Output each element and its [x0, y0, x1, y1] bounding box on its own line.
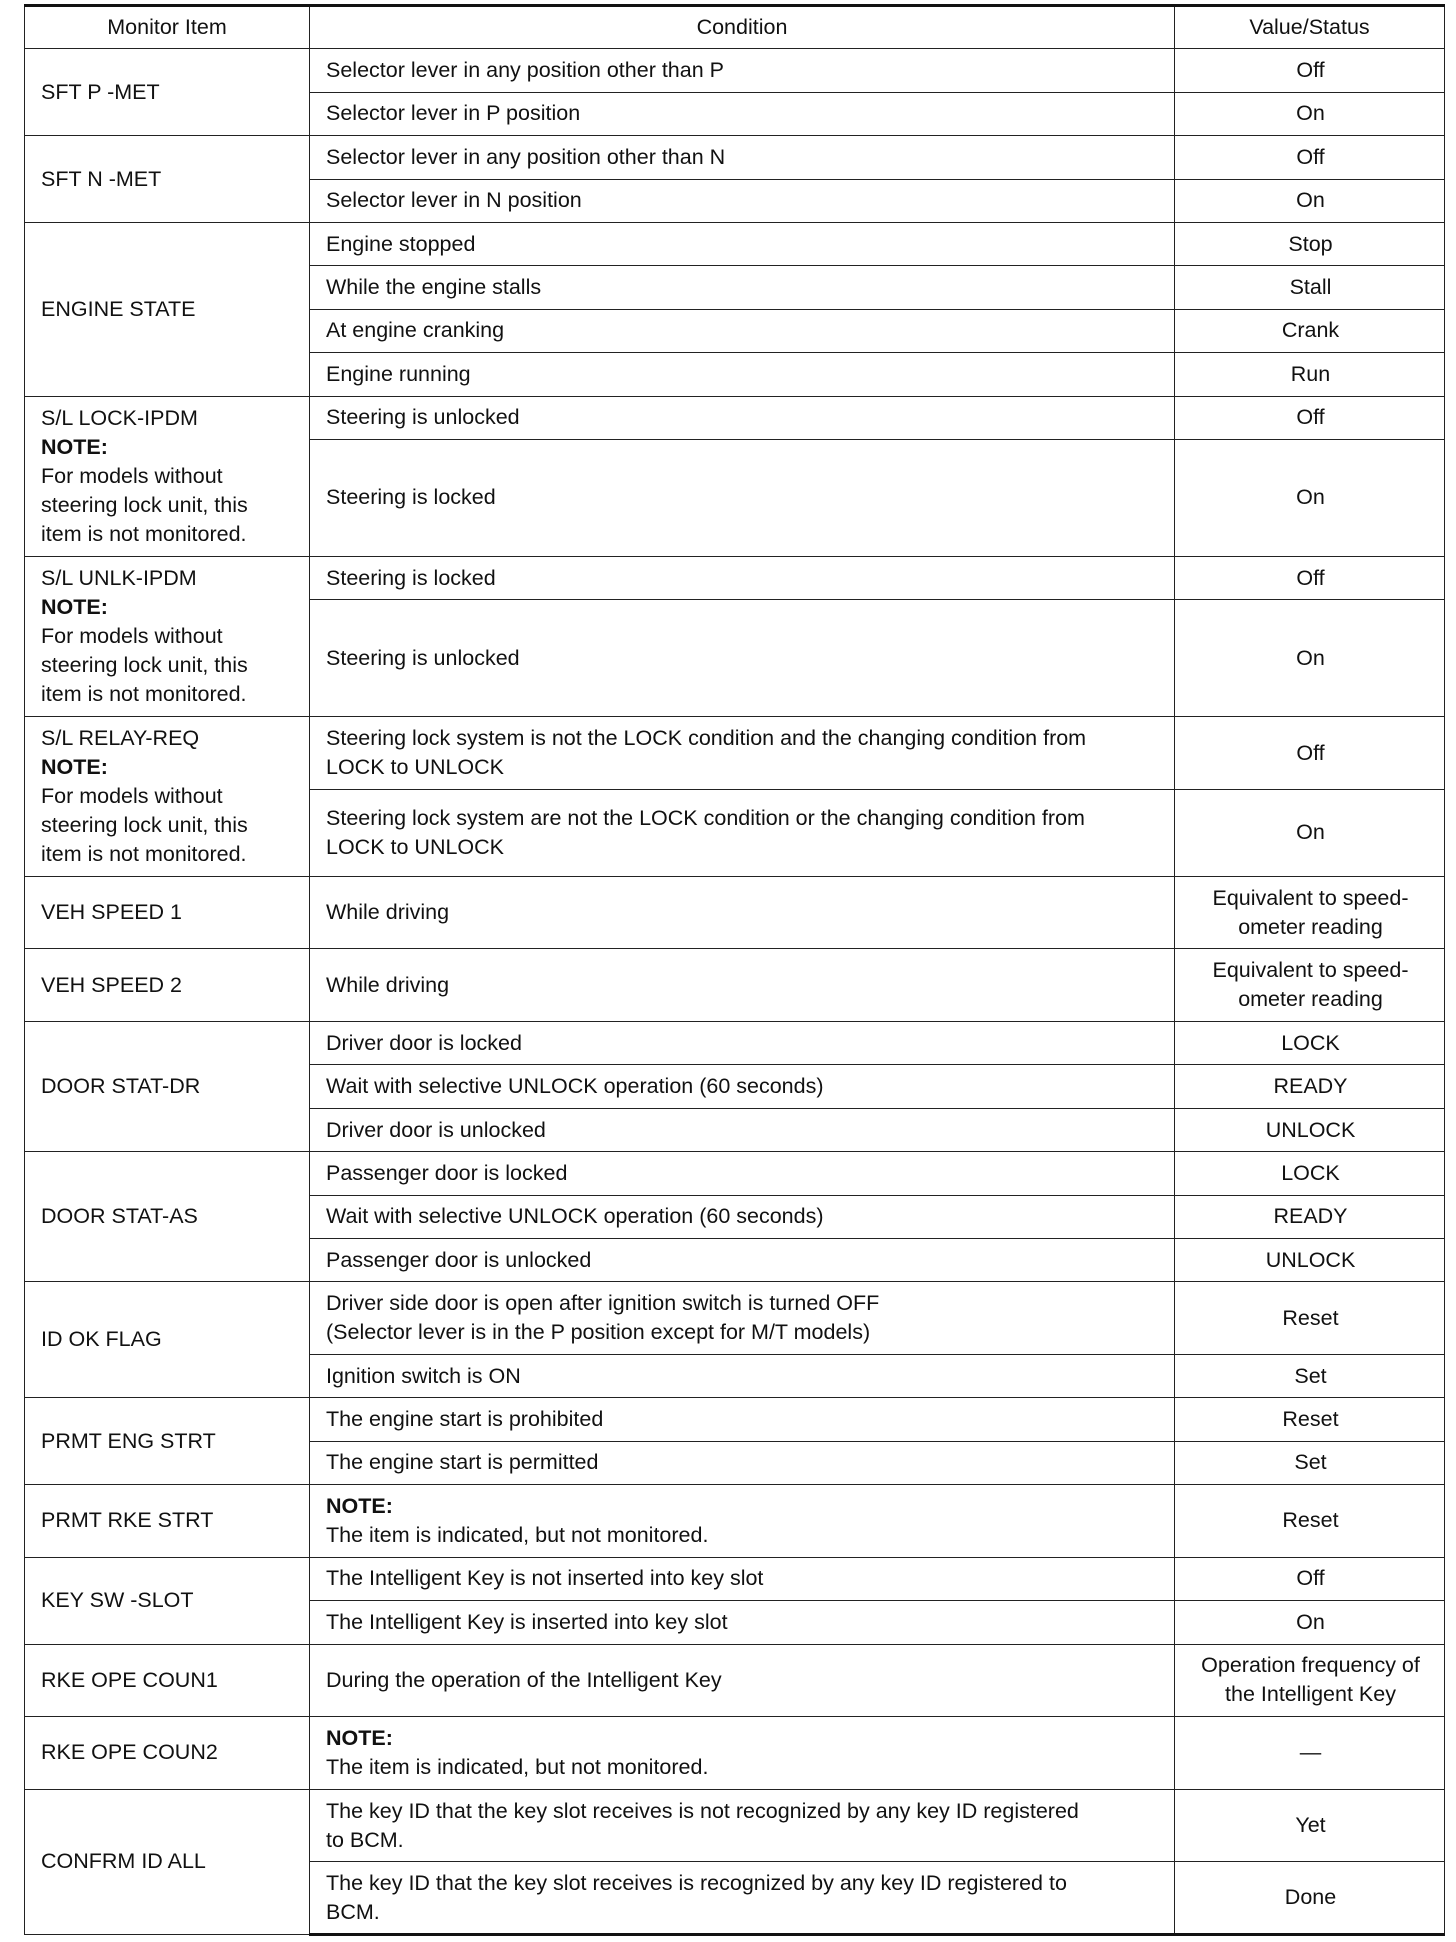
value-line: the Intelligent Key	[1225, 1682, 1396, 1707]
table-row	[25, 1717, 1445, 1790]
condition-cell: Steering is locked	[310, 556, 1175, 599]
condition-line: LOCK to UNLOCK	[326, 755, 505, 780]
table-row	[25, 1644, 1445, 1717]
note-text: steering lock unit, this	[41, 813, 248, 838]
monitor-item: VEH SPEED 1	[25, 876, 310, 949]
condition-cell: Engine stopped	[310, 222, 1175, 265]
value-cell: Done	[1175, 1862, 1445, 1935]
value-cell: Crank	[1175, 309, 1445, 352]
table-row	[25, 1398, 1445, 1441]
condition-cell: Driver door is unlocked	[310, 1108, 1175, 1151]
table-row	[25, 1557, 1445, 1600]
note-label: NOTE:	[326, 1725, 393, 1750]
table-row	[25, 1282, 1445, 1355]
table-row	[25, 136, 1445, 179]
condition-cell: Selector lever in P position	[310, 92, 1175, 135]
value-cell: On	[1175, 439, 1445, 556]
condition-cell: Wait with selective UNLOCK operation (60 seconds)	[310, 1195, 1175, 1238]
value-cell: Run	[1175, 353, 1445, 396]
value-cell: Yet	[1175, 1789, 1445, 1862]
condition-cell: Selector lever in N position	[310, 179, 1175, 222]
condition-line: to BCM.	[326, 1827, 404, 1852]
monitor-item: ENGINE STATE	[25, 222, 310, 396]
value-cell: Off	[1175, 49, 1445, 92]
note-text: steering lock unit, this	[41, 653, 248, 678]
value-cell: Reset	[1175, 1398, 1445, 1441]
value-cell: Reset	[1175, 1282, 1445, 1355]
table-row	[25, 1152, 1445, 1195]
value-line: Equivalent to speed-	[1212, 958, 1409, 983]
condition-cell: At engine cranking	[310, 309, 1175, 352]
value-cell: LOCK	[1175, 1022, 1445, 1065]
table-row	[25, 1789, 1445, 1862]
value-cell: On	[1175, 92, 1445, 135]
value-cell: UNLOCK	[1175, 1108, 1445, 1151]
condition-cell: The Intelligent Key is inserted into key slot	[310, 1601, 1175, 1644]
condition-cell	[310, 789, 1175, 876]
condition-cell: Passenger door is unlocked	[310, 1239, 1175, 1282]
monitor-table	[24, 4, 1445, 1936]
value-cell: READY	[1175, 1065, 1445, 1108]
condition-line: Steering lock system are not the LOCK condition or the changing condition from	[326, 805, 1085, 830]
monitor-item-with-note	[25, 556, 310, 716]
condition-cell: While driving	[310, 876, 1175, 949]
value-cell: Stall	[1175, 266, 1445, 309]
condition-cell: Ignition switch is ON	[310, 1355, 1175, 1398]
value-cell: Stop	[1175, 222, 1445, 265]
value-line: ometer reading	[1238, 987, 1383, 1012]
value-cell: Set	[1175, 1355, 1445, 1398]
condition-cell: Selector lever in any position other than P	[310, 49, 1175, 92]
note-text: steering lock unit, this	[41, 492, 248, 517]
value-cell: UNLOCK	[1175, 1239, 1445, 1282]
header-condition: Condition	[310, 6, 1175, 49]
condition-cell: While driving	[310, 949, 1175, 1022]
condition-cell: While the engine stalls	[310, 266, 1175, 309]
condition-line: Driver side door is open after ignition switch is turned OFF	[326, 1291, 880, 1316]
header-value-status: Value/Status	[1175, 6, 1445, 49]
table-row	[25, 1485, 1445, 1558]
condition-cell	[310, 1862, 1175, 1935]
condition-line: Steering lock system is not the LOCK condition and the changing condition from	[326, 726, 1087, 751]
table-row	[25, 222, 1445, 265]
monitor-item: ID OK FLAG	[25, 1282, 310, 1398]
note-text: For models without	[41, 784, 223, 809]
condition-line: (Selector lever is in the P position except for M/T models)	[326, 1320, 871, 1345]
value-cell: Off	[1175, 1557, 1445, 1600]
condition-cell: Engine running	[310, 353, 1175, 396]
note-text: For models without	[41, 624, 223, 649]
table-row	[25, 876, 1445, 949]
value-cell: Off	[1175, 717, 1445, 790]
note-text: item is not monitored.	[41, 682, 247, 707]
value-cell: Reset	[1175, 1485, 1445, 1558]
header-row	[25, 6, 1445, 49]
condition-cell	[310, 1717, 1175, 1790]
condition-cell: The Intelligent Key is not inserted into key slot	[310, 1557, 1175, 1600]
value-cell: Off	[1175, 396, 1445, 439]
monitor-item-label: S/L UNLK-IPDM	[41, 566, 197, 591]
monitor-item: DOOR STAT-AS	[25, 1152, 310, 1282]
value-cell: —	[1175, 1717, 1445, 1790]
monitor-item-label: S/L RELAY-REQ	[41, 726, 200, 751]
condition-line: BCM.	[326, 1899, 380, 1924]
table-row	[25, 949, 1445, 1022]
note-text: item is not monitored.	[41, 521, 247, 546]
value-cell: READY	[1175, 1195, 1445, 1238]
table-row	[25, 717, 1445, 790]
monitor-item: DOOR STAT-DR	[25, 1022, 310, 1152]
value-cell: On	[1175, 600, 1445, 717]
value-cell: On	[1175, 789, 1445, 876]
value-cell: Off	[1175, 556, 1445, 599]
value-cell: Off	[1175, 136, 1445, 179]
note-label: NOTE:	[326, 1493, 393, 1518]
value-line: Operation frequency of	[1201, 1653, 1420, 1678]
condition-cell: Passenger door is locked	[310, 1152, 1175, 1195]
monitor-item: VEH SPEED 2	[25, 949, 310, 1022]
condition-cell: Selector lever in any position other than N	[310, 136, 1175, 179]
table-row	[25, 1022, 1445, 1065]
value-cell	[1175, 949, 1445, 1022]
condition-line: The key ID that the key slot receives is recognized by any key ID registered to	[326, 1870, 1067, 1895]
note-label: NOTE:	[41, 434, 108, 459]
value-cell	[1175, 1644, 1445, 1717]
table-row	[25, 396, 1445, 439]
condition-cell: Wait with selective UNLOCK operation (60 seconds)	[310, 1065, 1175, 1108]
condition-cell: Steering is locked	[310, 439, 1175, 556]
monitor-item: RKE OPE COUN2	[25, 1717, 310, 1790]
monitor-item: PRMT ENG STRT	[25, 1398, 310, 1485]
value-cell: On	[1175, 179, 1445, 222]
note-text: The item is indicated, but not monitored.	[326, 1522, 709, 1547]
condition-cell: Steering is unlocked	[310, 396, 1175, 439]
note-text: For models without	[41, 463, 223, 488]
value-cell: LOCK	[1175, 1152, 1445, 1195]
condition-cell: The engine start is prohibited	[310, 1398, 1175, 1441]
monitor-item: PRMT RKE STRT	[25, 1485, 310, 1558]
note-text: item is not monitored.	[41, 842, 247, 867]
note-text: The item is indicated, but not monitored.	[326, 1754, 709, 1779]
value-cell	[1175, 876, 1445, 949]
condition-cell: During the operation of the Intelligent Key	[310, 1644, 1175, 1717]
condition-cell	[310, 1485, 1175, 1558]
value-line: Equivalent to speed-	[1212, 885, 1409, 910]
condition-cell: Driver door is locked	[310, 1022, 1175, 1065]
monitor-item: SFT P -MET	[25, 49, 310, 136]
condition-cell	[310, 1789, 1175, 1862]
note-label: NOTE:	[41, 755, 108, 780]
condition-cell	[310, 717, 1175, 790]
condition-line: LOCK to UNLOCK	[326, 834, 505, 859]
monitor-item-with-note	[25, 717, 310, 877]
table-row	[25, 556, 1445, 599]
condition-cell: The engine start is permitted	[310, 1441, 1175, 1484]
condition-line: The key ID that the key slot receives is not recognized by any key ID registered	[326, 1798, 1079, 1823]
header-monitor-item: Monitor Item	[25, 6, 310, 49]
condition-cell: Steering is unlocked	[310, 600, 1175, 717]
value-cell: Set	[1175, 1441, 1445, 1484]
note-label: NOTE:	[41, 595, 108, 620]
value-line: ometer reading	[1238, 914, 1383, 939]
monitor-item: RKE OPE COUN1	[25, 1644, 310, 1717]
monitor-item: SFT N -MET	[25, 136, 310, 223]
monitor-item: KEY SW -SLOT	[25, 1557, 310, 1644]
value-cell: On	[1175, 1601, 1445, 1644]
table-row	[25, 49, 1445, 92]
condition-cell	[310, 1282, 1175, 1355]
monitor-item-label: S/L LOCK-IPDM	[41, 405, 198, 430]
monitor-item: CONFRM ID ALL	[25, 1789, 310, 1934]
monitor-item-with-note	[25, 396, 310, 556]
